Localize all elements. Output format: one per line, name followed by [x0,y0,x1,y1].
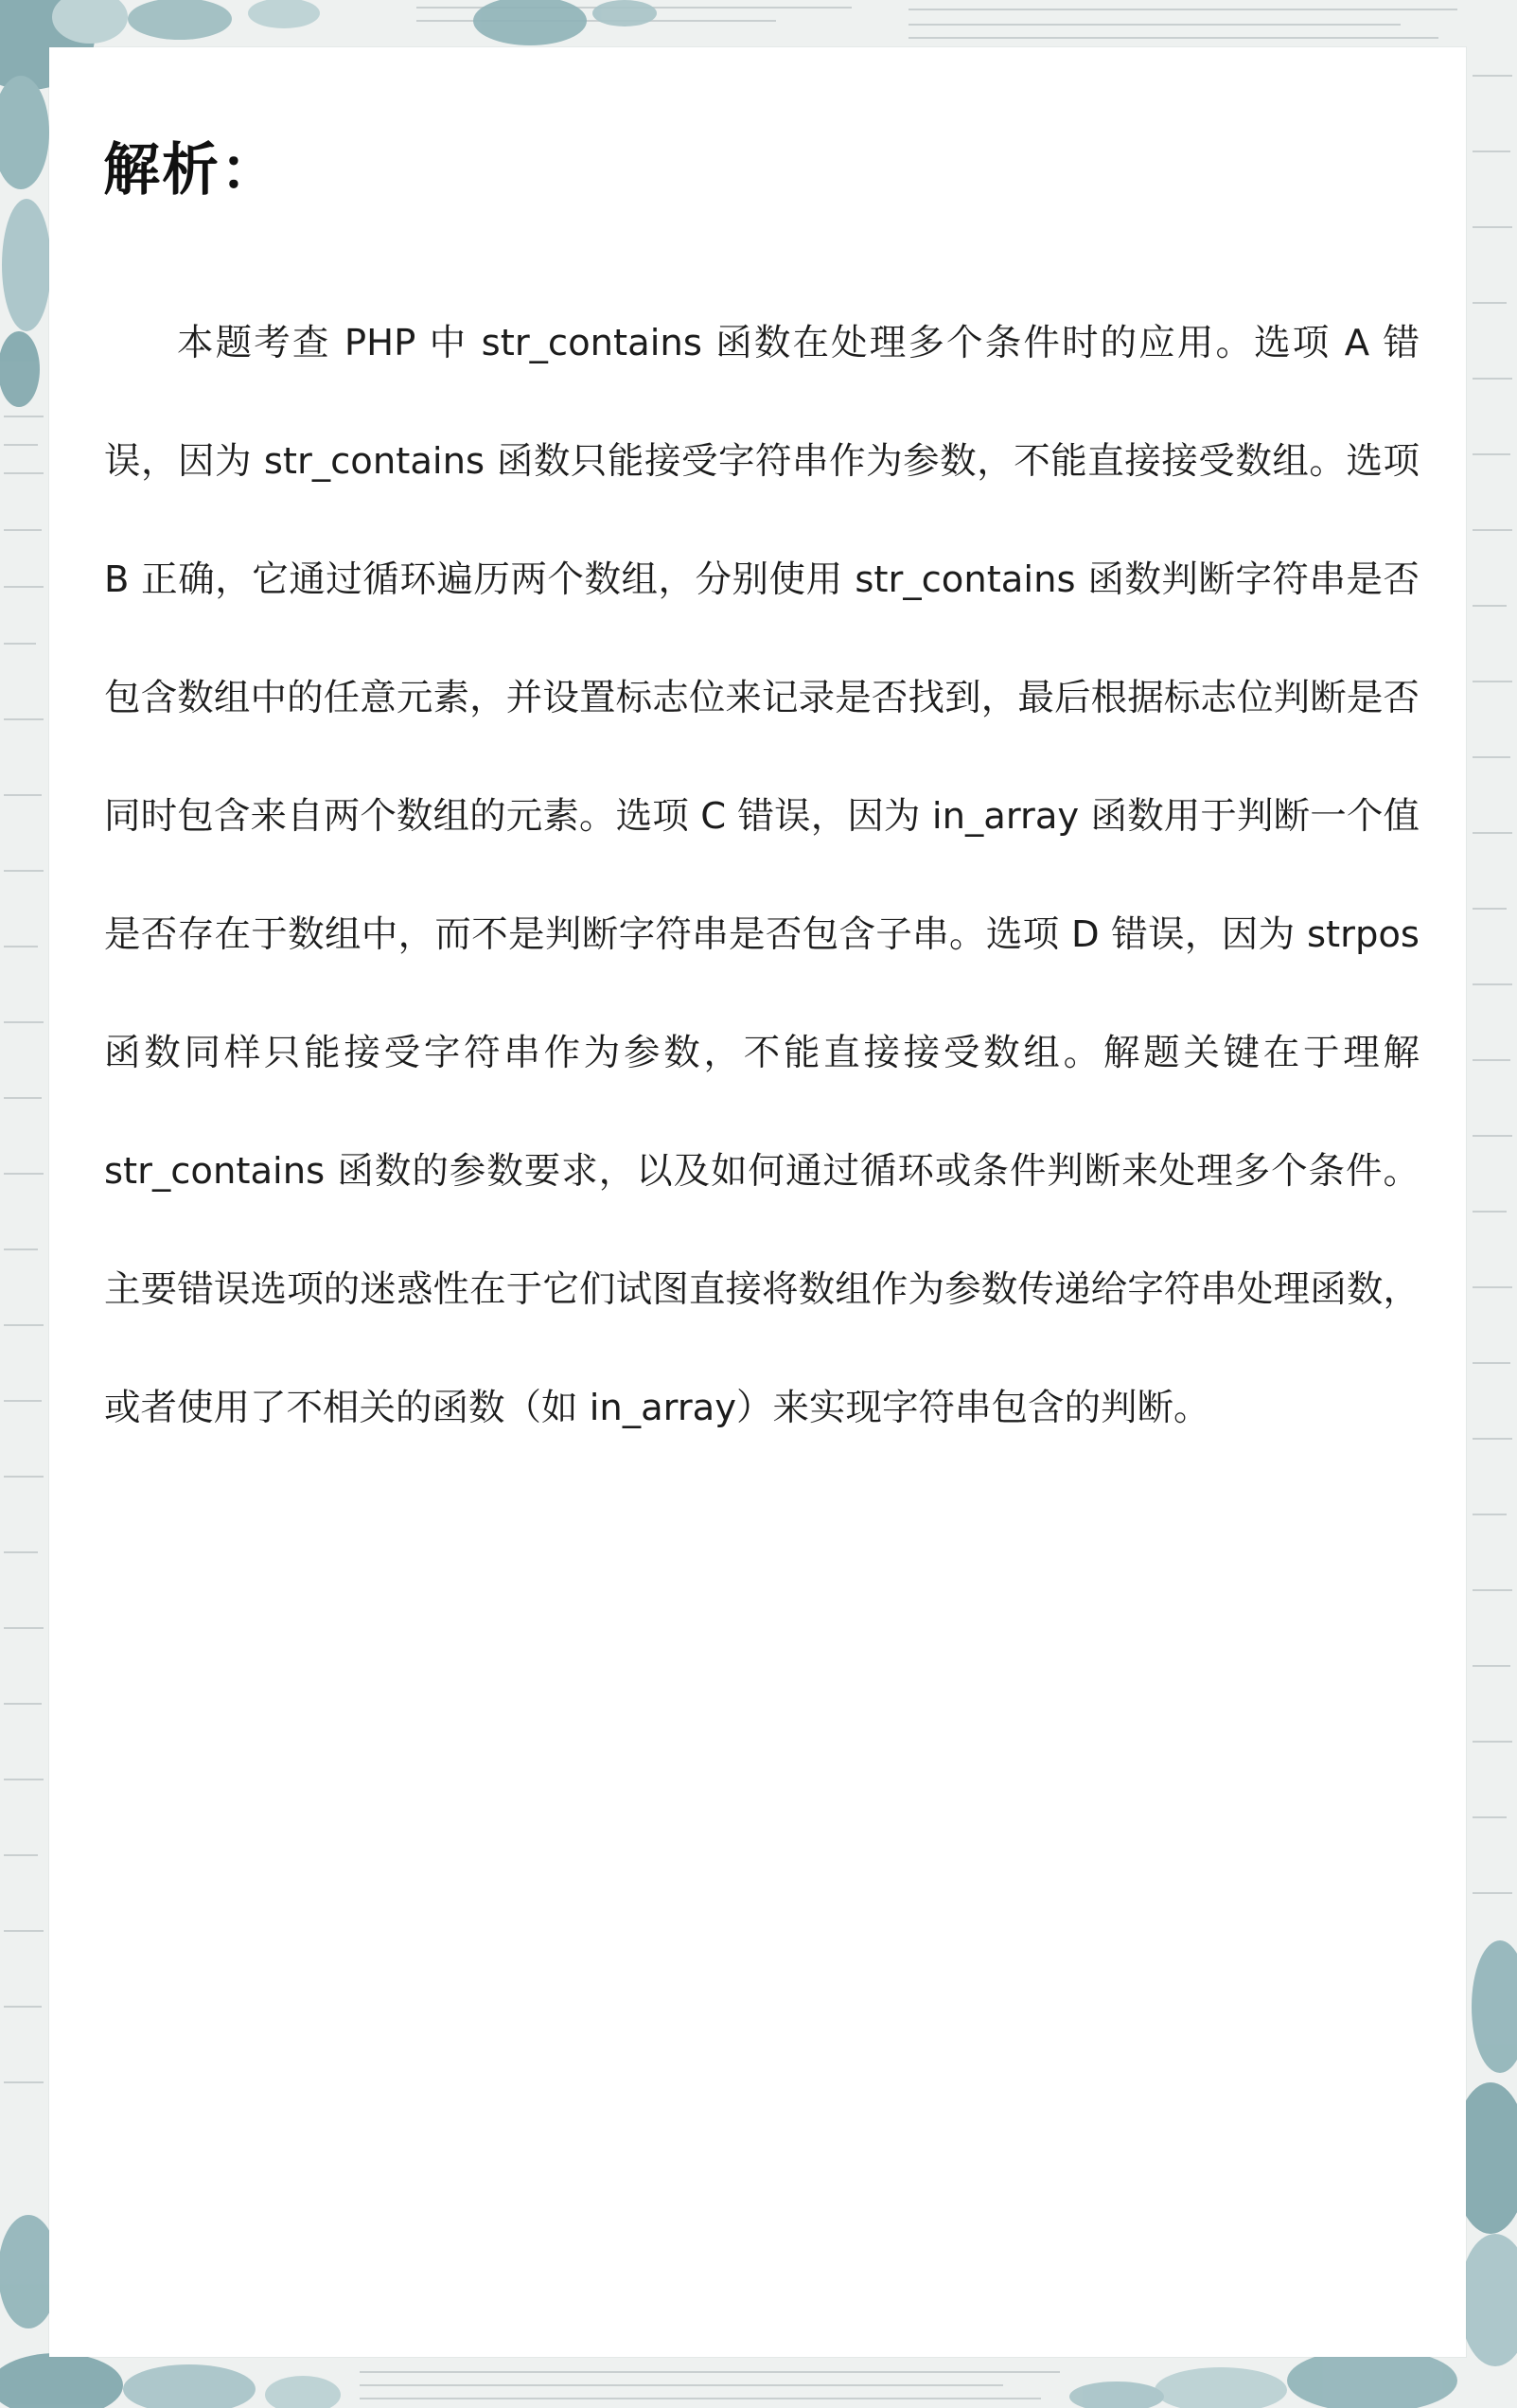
analysis-heading: 解析： [103,137,279,204]
analysis-paragraph: 本题考查 PHP 中 str_contains 函数在处理多个条件时的应用。选项 A 错误，因为 str_contains 函数只能接受字符串作为参数，不能直接接受数组。选项 B 正确，它通过循环遍历两个数组，分别使用 str_contains 函数判断字符串是否包含数组中的任意元素，并设置标志位来记录是否找到，最后根据标志位判断是否同时包含来自两个数组的元素。选项 C 错误，因为 in_array 函数用于判断一个值是否存在于数组中，而不是判断字符串是否包含子串。选项 D 错误，因为 strpos 函数同样只能接受字符串作为参数，不能直接接受数组。解题关键在于理解 str_contains 函数的参数要求，以及如何通过循环或条件判断来处理多个条件。主要错误选项的迷惑性在于它们试图直接将数组作为参数传递给字符串处理函数，或者使用了不相关的函数（如 in_array）来实现字符串包含的判断。 [104,322,1420,1429]
content-card [49,47,1466,2357]
